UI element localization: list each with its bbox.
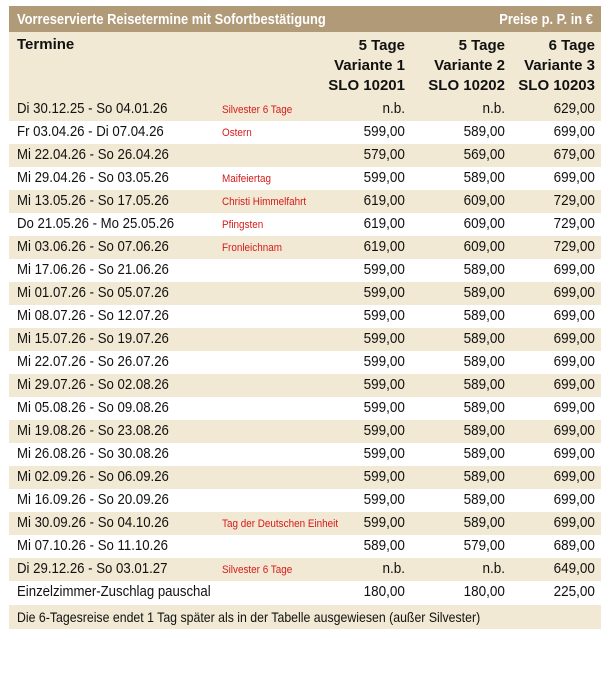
table-row	[9, 236, 601, 259]
row-price-variante-3: 649,00	[553, 560, 595, 577]
row-dates: Mi 22.07.26 - So 26.07.26	[17, 353, 169, 370]
row-price-variante-3: 699,00	[553, 514, 595, 531]
header-col1-line2: Variante 1	[334, 57, 405, 74]
row-price-variante-2: 569,00	[463, 146, 505, 163]
row-dates: Mi 02.09.26 - So 06.09.26	[17, 468, 169, 485]
row-price-variante-2: 609,00	[463, 215, 505, 232]
row-price-variante-3: 699,00	[553, 261, 595, 278]
row-price-variante-3: 699,00	[553, 468, 595, 485]
row-dates: Mi 07.10.26 - So 11.10.26	[17, 537, 168, 554]
header-termine: Termine	[17, 36, 75, 53]
table-row	[9, 351, 601, 374]
row-note: Silvester 6 Tage	[222, 564, 293, 576]
row-dates: Mi 01.07.26 - So 05.07.26	[17, 284, 169, 301]
row-price-variante-3: 699,00	[553, 376, 595, 393]
row-price-variante-1: 599,00	[363, 353, 405, 370]
row-price-variante-1: 180,00	[363, 583, 405, 600]
table-row	[9, 558, 601, 581]
table-row	[9, 535, 601, 558]
row-price-variante-1: 599,00	[363, 422, 405, 439]
row-price-variante-1: 619,00	[363, 215, 405, 232]
table-row	[9, 213, 601, 236]
row-price-variante-2: 589,00	[463, 330, 505, 347]
row-price-variante-2: 609,00	[463, 238, 505, 255]
table-row	[9, 420, 601, 443]
row-price-variante-3: 699,00	[553, 445, 595, 462]
row-price-variante-2: 589,00	[463, 491, 505, 508]
row-dates: Do 21.05.26 - Mo 25.05.26	[17, 215, 175, 232]
row-price-variante-3: 699,00	[553, 422, 595, 439]
row-price-variante-3: 699,00	[553, 353, 595, 370]
row-price-variante-1: 599,00	[363, 261, 405, 278]
row-note: Pfingsten	[222, 219, 264, 231]
row-price-variante-2: 589,00	[463, 261, 505, 278]
row-dates: Mi 29.07.26 - So 02.08.26	[17, 376, 169, 393]
row-dates: Mi 16.09.26 - So 20.09.26	[17, 491, 169, 508]
table-footnote	[9, 604, 601, 629]
header-col2-line3: SLO 10202	[428, 77, 505, 94]
row-price-variante-1: 599,00	[363, 514, 405, 531]
table-row	[9, 121, 601, 144]
row-price-variante-1: 599,00	[363, 123, 405, 140]
table-row	[9, 328, 601, 351]
row-price-variante-3: 699,00	[553, 307, 595, 324]
row-price-variante-1: 619,00	[363, 238, 405, 255]
row-price-variante-1: 579,00	[363, 146, 405, 163]
row-price-variante-1: 599,00	[363, 399, 405, 416]
header-col1-line1: 5 Tage	[358, 37, 405, 54]
table-row	[9, 512, 601, 535]
row-price-variante-3: 699,00	[553, 491, 595, 508]
table-title-bar	[9, 6, 601, 32]
row-price-variante-1: 599,00	[363, 284, 405, 301]
row-price-variante-2: 589,00	[463, 353, 505, 370]
row-note: Fronleichnam	[222, 242, 282, 254]
row-price-variante-3: 699,00	[553, 284, 595, 301]
row-price-variante-2: 589,00	[463, 445, 505, 462]
row-dates: Mi 30.09.26 - So 04.10.26	[17, 514, 169, 531]
header-col2-line2: Variante 2	[434, 57, 505, 74]
row-price-variante-2: 589,00	[463, 514, 505, 531]
row-price-variante-2: 579,00	[463, 537, 505, 554]
table-row	[9, 466, 601, 489]
row-dates: Mi 13.05.26 - So 17.05.26	[17, 192, 169, 209]
table-row	[9, 374, 601, 397]
row-price-variante-3: 699,00	[553, 330, 595, 347]
table-header	[9, 32, 601, 98]
row-price-variante-2: 589,00	[463, 169, 505, 186]
row-price-variante-1: 599,00	[363, 468, 405, 485]
table-row	[9, 305, 601, 328]
table-row	[9, 144, 601, 167]
row-price-variante-3: 729,00	[553, 215, 595, 232]
row-price-variante-2: 180,00	[463, 583, 505, 600]
row-dates: Fr 03.04.26 - Di 07.04.26	[17, 123, 164, 140]
row-price-variante-2: n.b.	[482, 560, 505, 577]
row-dates: Einzelzimmer-Zuschlag pauschal	[17, 583, 211, 600]
row-price-variante-2: n.b.	[482, 100, 505, 117]
header-col3-line2: Variante 3	[524, 57, 595, 74]
row-price-variante-3: 729,00	[553, 192, 595, 209]
row-price-variante-1: 599,00	[363, 445, 405, 462]
header-col2-line1: 5 Tage	[458, 37, 505, 54]
table-row	[9, 581, 601, 604]
row-price-variante-2: 589,00	[463, 376, 505, 393]
row-price-variante-3: 699,00	[553, 399, 595, 416]
row-price-variante-2: 609,00	[463, 192, 505, 209]
row-note: Silvester 6 Tage	[222, 104, 293, 116]
row-dates: Mi 26.08.26 - So 30.08.26	[17, 445, 169, 462]
row-dates: Mi 08.07.26 - So 12.07.26	[17, 307, 169, 324]
row-price-variante-3: 699,00	[553, 169, 595, 186]
row-dates: Mi 05.08.26 - So 09.08.26	[17, 399, 169, 416]
row-price-variante-2: 589,00	[463, 422, 505, 439]
table-row	[9, 489, 601, 512]
row-price-variante-2: 589,00	[463, 284, 505, 301]
row-dates: Mi 17.06.26 - So 21.06.26	[17, 261, 169, 278]
row-note: Christi Himmelfahrt	[222, 196, 307, 208]
row-note: Maifeiertag	[222, 173, 271, 185]
table-row	[9, 167, 601, 190]
row-price-variante-3: 729,00	[553, 238, 595, 255]
header-col3-line1: 6 Tage	[548, 37, 595, 54]
header-variante-3	[518, 36, 595, 96]
row-dates: Mi 29.04.26 - So 03.05.26	[17, 169, 169, 186]
row-price-variante-2: 589,00	[463, 468, 505, 485]
header-col1-line3: SLO 10201	[328, 77, 405, 94]
footnote-text: Die 6-Tagesreise endet 1 Tag später als in der Tabelle ausgewiesen (außer Silvester)	[17, 609, 481, 625]
row-price-variante-3: 679,00	[553, 146, 595, 163]
row-dates: Mi 03.06.26 - So 07.06.26	[17, 238, 169, 255]
row-price-variante-1: n.b.	[382, 560, 405, 577]
row-price-variante-1: n.b.	[382, 100, 405, 117]
table-title: Vorreservierte Reisetermine mit Sofortbestätigung	[17, 10, 326, 28]
header-variante-2	[428, 36, 505, 96]
row-dates: Mi 15.07.26 - So 19.07.26	[17, 330, 169, 347]
price-table	[9, 6, 601, 670]
row-dates: Di 29.12.26 - So 03.01.27	[17, 560, 168, 577]
table-row	[9, 98, 601, 121]
row-price-variante-1: 589,00	[363, 537, 405, 554]
row-price-variante-1: 599,00	[363, 307, 405, 324]
row-price-variante-1: 599,00	[363, 169, 405, 186]
row-price-variante-2: 589,00	[463, 123, 505, 140]
header-variante-1	[328, 36, 405, 96]
row-note: Ostern	[222, 127, 252, 139]
row-price-variante-3: 629,00	[553, 100, 595, 117]
table-row	[9, 190, 601, 213]
table-row	[9, 397, 601, 420]
row-price-variante-3: 689,00	[553, 537, 595, 554]
row-price-variante-1: 599,00	[363, 376, 405, 393]
row-price-variante-2: 589,00	[463, 307, 505, 324]
row-dates: Mi 19.08.26 - So 23.08.26	[17, 422, 169, 439]
header-col3-line3: SLO 10203	[518, 77, 595, 94]
table-row	[9, 443, 601, 466]
row-price-variante-1: 619,00	[363, 192, 405, 209]
table-row	[9, 282, 601, 305]
table-body	[9, 98, 601, 604]
row-dates: Mi 22.04.26 - So 26.04.26	[17, 146, 169, 163]
row-price-variante-1: 599,00	[363, 491, 405, 508]
table-row	[9, 259, 601, 282]
row-price-variante-2: 589,00	[463, 399, 505, 416]
row-dates: Di 30.12.25 - So 04.01.26	[17, 100, 168, 117]
row-price-variante-3: 699,00	[553, 123, 595, 140]
row-price-variante-1: 599,00	[363, 330, 405, 347]
row-price-variante-3: 225,00	[553, 583, 595, 600]
price-unit-label: Preise p. P. in €	[499, 10, 593, 28]
row-note: Tag der Deutschen Einheit	[222, 518, 339, 530]
